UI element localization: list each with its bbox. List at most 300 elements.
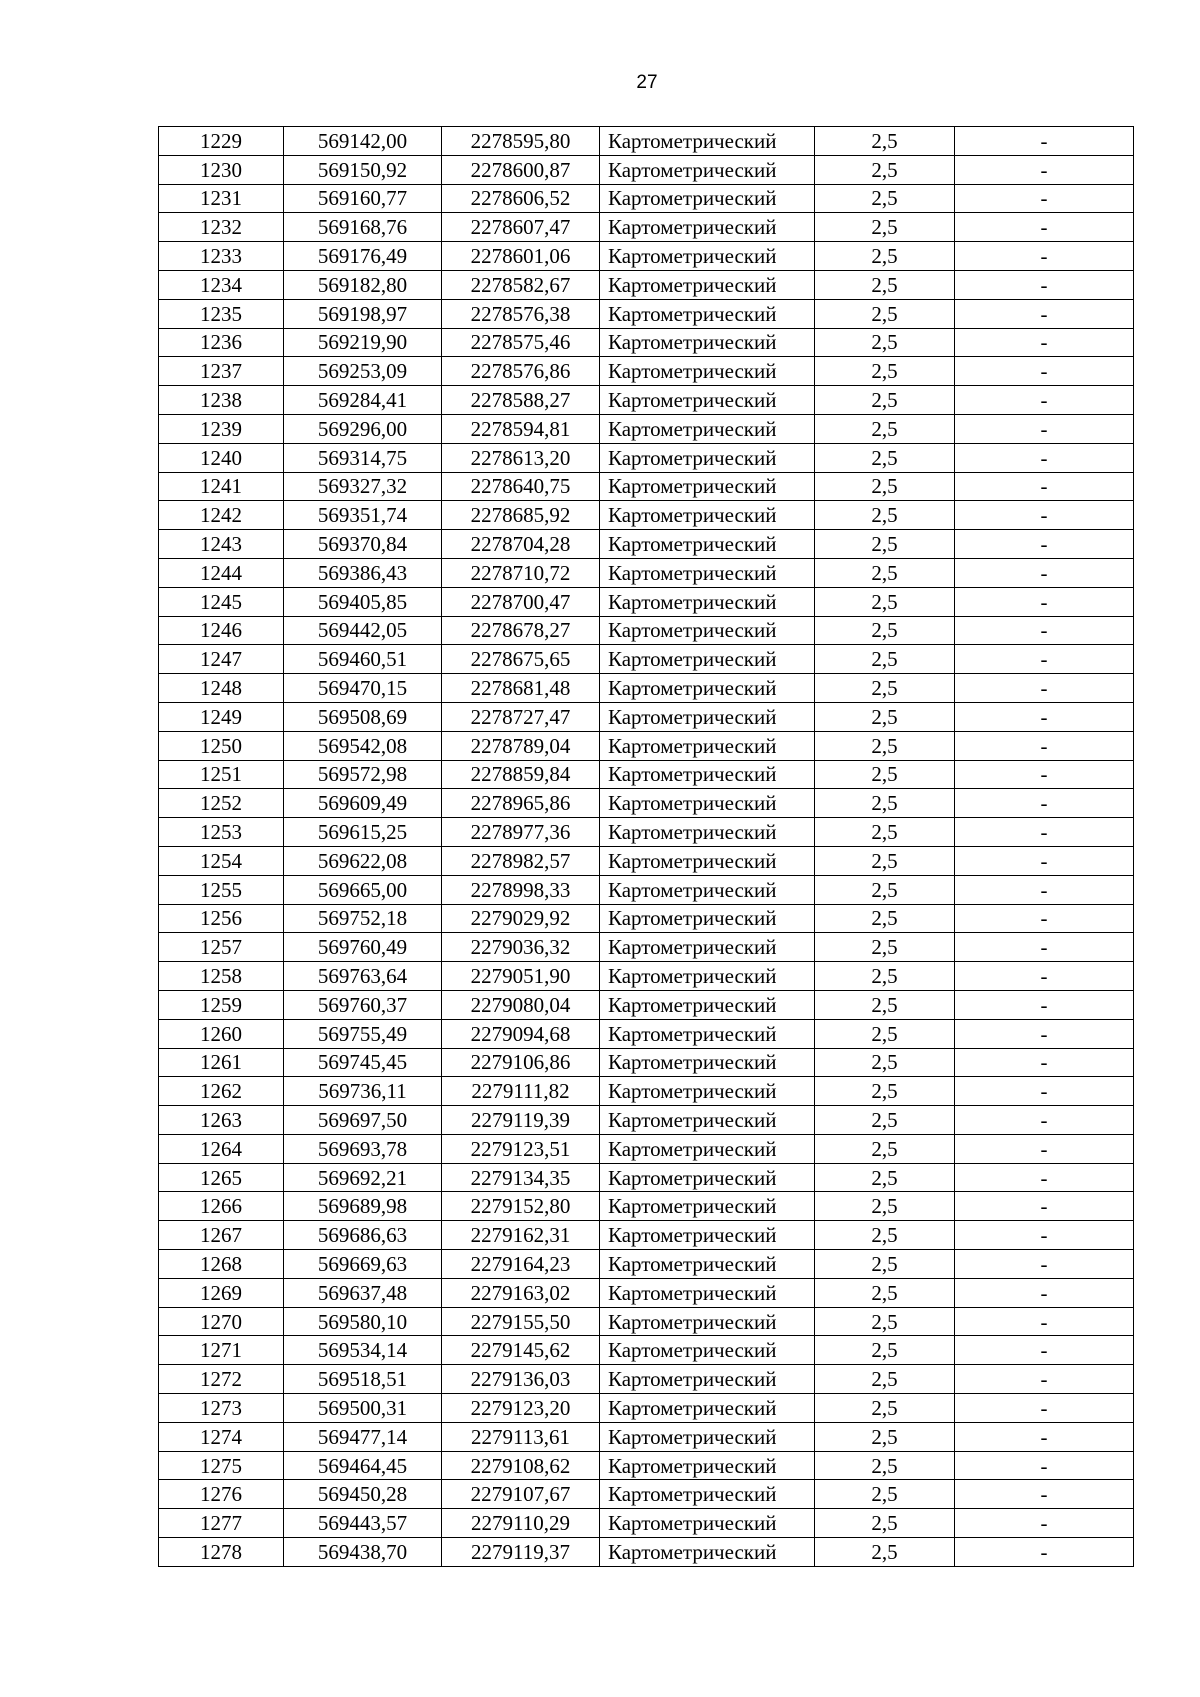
cell-method: Картометрический: [600, 789, 815, 818]
cell-coordinate-y: 2278965,86: [442, 789, 600, 818]
table-row: [159, 962, 1134, 991]
cell-method: Картометрический: [600, 904, 815, 933]
cell-point-number: 1241: [159, 472, 284, 501]
cell-coordinate-y: 2279107,67: [442, 1480, 600, 1509]
cell-accuracy: 2,5: [815, 875, 955, 904]
cell-accuracy: 2,5: [815, 818, 955, 847]
cell-coordinate-x: 569637,48: [284, 1278, 442, 1307]
cell-method: Картометрический: [600, 155, 815, 184]
cell-method: Картометрический: [600, 184, 815, 213]
table-row: [159, 530, 1134, 559]
cell-coordinate-y: 2279094,68: [442, 1019, 600, 1048]
cell-note: -: [955, 270, 1134, 299]
cell-note: -: [955, 587, 1134, 616]
table-row: [159, 616, 1134, 645]
cell-coordinate-x: 569450,28: [284, 1480, 442, 1509]
cell-coordinate-x: 569219,90: [284, 328, 442, 357]
cell-coordinate-x: 569580,10: [284, 1307, 442, 1336]
cell-coordinate-y: 2279162,31: [442, 1221, 600, 1250]
cell-note: -: [955, 501, 1134, 530]
cell-accuracy: 2,5: [815, 789, 955, 818]
cell-coordinate-x: 569370,84: [284, 530, 442, 559]
cell-coordinate-y: 2279029,92: [442, 904, 600, 933]
cell-note: -: [955, 299, 1134, 328]
cell-coordinate-x: 569609,49: [284, 789, 442, 818]
cell-accuracy: 2,5: [815, 1278, 955, 1307]
cell-point-number: 1268: [159, 1250, 284, 1279]
cell-coordinate-y: 2278595,80: [442, 127, 600, 156]
table-row: [159, 472, 1134, 501]
cell-method: Картометрический: [600, 1221, 815, 1250]
table-row: [159, 558, 1134, 587]
table-row: [159, 443, 1134, 472]
cell-point-number: 1272: [159, 1365, 284, 1394]
cell-coordinate-x: 569665,00: [284, 875, 442, 904]
cell-method: Картометрический: [600, 501, 815, 530]
cell-accuracy: 2,5: [815, 357, 955, 386]
table-row: [159, 789, 1134, 818]
table-row: [159, 155, 1134, 184]
cell-coordinate-x: 569160,77: [284, 184, 442, 213]
cell-note: -: [955, 818, 1134, 847]
cell-note: -: [955, 328, 1134, 357]
cell-accuracy: 2,5: [815, 558, 955, 587]
cell-accuracy: 2,5: [815, 155, 955, 184]
cell-method: Картометрический: [600, 587, 815, 616]
cell-coordinate-y: 2278998,33: [442, 875, 600, 904]
cell-coordinate-x: 569176,49: [284, 242, 442, 271]
cell-accuracy: 2,5: [815, 1451, 955, 1480]
cell-accuracy: 2,5: [815, 990, 955, 1019]
table-row: [159, 299, 1134, 328]
cell-coordinate-y: 2278594,81: [442, 414, 600, 443]
cell-method: Картометрический: [600, 1019, 815, 1048]
cell-coordinate-x: 569692,21: [284, 1163, 442, 1192]
cell-coordinate-x: 569405,85: [284, 587, 442, 616]
cell-method: Картометрический: [600, 558, 815, 587]
cell-point-number: 1251: [159, 760, 284, 789]
cell-method: Картометрический: [600, 645, 815, 674]
cell-accuracy: 2,5: [815, 270, 955, 299]
cell-method: Картометрический: [600, 1077, 815, 1106]
cell-note: -: [955, 1192, 1134, 1221]
cell-coordinate-y: 2279123,20: [442, 1394, 600, 1423]
cell-point-number: 1252: [159, 789, 284, 818]
cell-coordinate-x: 569686,63: [284, 1221, 442, 1250]
table-row: [159, 386, 1134, 415]
cell-coordinate-x: 569500,31: [284, 1394, 442, 1423]
cell-note: -: [955, 242, 1134, 271]
cell-point-number: 1249: [159, 702, 284, 731]
cell-coordinate-x: 569182,80: [284, 270, 442, 299]
cell-note: -: [955, 558, 1134, 587]
cell-point-number: 1265: [159, 1163, 284, 1192]
cell-accuracy: 2,5: [815, 242, 955, 271]
cell-coordinate-y: 2279111,82: [442, 1077, 600, 1106]
table-row: [159, 184, 1134, 213]
cell-point-number: 1246: [159, 616, 284, 645]
cell-coordinate-x: 569253,09: [284, 357, 442, 386]
cell-note: -: [955, 1077, 1134, 1106]
cell-note: -: [955, 1048, 1134, 1077]
cell-point-number: 1260: [159, 1019, 284, 1048]
cell-accuracy: 2,5: [815, 731, 955, 760]
table-row: [159, 357, 1134, 386]
cell-point-number: 1263: [159, 1106, 284, 1135]
table-row: [159, 990, 1134, 1019]
cell-method: Картометрический: [600, 1307, 815, 1336]
cell-method: Картометрический: [600, 386, 815, 415]
cell-coordinate-x: 569760,49: [284, 933, 442, 962]
cell-method: Картометрический: [600, 1336, 815, 1365]
cell-point-number: 1232: [159, 213, 284, 242]
cell-coordinate-y: 2278575,46: [442, 328, 600, 357]
cell-coordinate-x: 569464,45: [284, 1451, 442, 1480]
cell-coordinate-y: 2279113,61: [442, 1422, 600, 1451]
cell-coordinate-y: 2279134,35: [442, 1163, 600, 1192]
cell-note: -: [955, 414, 1134, 443]
cell-coordinate-x: 569693,78: [284, 1134, 442, 1163]
cell-method: Картометрический: [600, 328, 815, 357]
cell-note: -: [955, 1307, 1134, 1336]
cell-accuracy: 2,5: [815, 472, 955, 501]
table-row: [159, 127, 1134, 156]
cell-accuracy: 2,5: [815, 1077, 955, 1106]
cell-coordinate-y: 2279155,50: [442, 1307, 600, 1336]
table-row: [159, 702, 1134, 731]
cell-coordinate-x: 569689,98: [284, 1192, 442, 1221]
cell-note: -: [955, 1394, 1134, 1423]
cell-note: -: [955, 155, 1134, 184]
cell-coordinate-x: 569443,57: [284, 1509, 442, 1538]
cell-accuracy: 2,5: [815, 386, 955, 415]
table-row: [159, 1192, 1134, 1221]
cell-note: -: [955, 1163, 1134, 1192]
cell-method: Картометрический: [600, 875, 815, 904]
cell-note: -: [955, 933, 1134, 962]
cell-method: Картометрический: [600, 1278, 815, 1307]
cell-coordinate-y: 2278582,67: [442, 270, 600, 299]
cell-coordinate-y: 2278613,20: [442, 443, 600, 472]
cell-coordinate-y: 2278685,92: [442, 501, 600, 530]
cell-method: Картометрический: [600, 1509, 815, 1538]
cell-coordinate-x: 569351,74: [284, 501, 442, 530]
cell-point-number: 1270: [159, 1307, 284, 1336]
cell-method: Картометрический: [600, 1163, 815, 1192]
cell-note: -: [955, 386, 1134, 415]
page-number: 27: [636, 72, 658, 93]
cell-accuracy: 2,5: [815, 1538, 955, 1567]
cell-coordinate-x: 569508,69: [284, 702, 442, 731]
table-row: [159, 933, 1134, 962]
cell-coordinate-y: 2279145,62: [442, 1336, 600, 1365]
cell-method: Картометрический: [600, 616, 815, 645]
cell-method: Картометрический: [600, 213, 815, 242]
table-row: [159, 1307, 1134, 1336]
cell-coordinate-y: 2279164,23: [442, 1250, 600, 1279]
cell-accuracy: 2,5: [815, 1336, 955, 1365]
cell-accuracy: 2,5: [815, 846, 955, 875]
cell-point-number: 1250: [159, 731, 284, 760]
cell-coordinate-y: 2278681,48: [442, 674, 600, 703]
cell-accuracy: 2,5: [815, 1134, 955, 1163]
cell-point-number: 1266: [159, 1192, 284, 1221]
cell-coordinate-y: 2278678,27: [442, 616, 600, 645]
table-row: [159, 414, 1134, 443]
table-row: [159, 645, 1134, 674]
table-body: [159, 127, 1134, 1567]
cell-method: Картометрический: [600, 414, 815, 443]
cell-point-number: 1242: [159, 501, 284, 530]
cell-coordinate-y: 2278576,86: [442, 357, 600, 386]
cell-coordinate-x: 569168,76: [284, 213, 442, 242]
cell-coordinate-y: 2278859,84: [442, 760, 600, 789]
cell-note: -: [955, 702, 1134, 731]
table-row: [159, 1509, 1134, 1538]
cell-coordinate-y: 2278727,47: [442, 702, 600, 731]
cell-point-number: 1254: [159, 846, 284, 875]
cell-point-number: 1247: [159, 645, 284, 674]
table-row: [159, 328, 1134, 357]
cell-note: -: [955, 1365, 1134, 1394]
cell-coordinate-x: 569150,92: [284, 155, 442, 184]
cell-coordinate-y: 2278704,28: [442, 530, 600, 559]
cell-coordinate-x: 569438,70: [284, 1538, 442, 1567]
cell-method: Картометрический: [600, 674, 815, 703]
cell-method: Картометрический: [600, 731, 815, 760]
cell-note: -: [955, 1106, 1134, 1135]
cell-note: -: [955, 1422, 1134, 1451]
cell-accuracy: 2,5: [815, 587, 955, 616]
cell-point-number: 1271: [159, 1336, 284, 1365]
cell-accuracy: 2,5: [815, 1192, 955, 1221]
cell-point-number: 1243: [159, 530, 284, 559]
cell-accuracy: 2,5: [815, 1163, 955, 1192]
cell-point-number: 1264: [159, 1134, 284, 1163]
cell-accuracy: 2,5: [815, 1106, 955, 1135]
cell-point-number: 1235: [159, 299, 284, 328]
cell-accuracy: 2,5: [815, 1480, 955, 1509]
cell-coordinate-x: 569622,08: [284, 846, 442, 875]
table-row: [159, 1163, 1134, 1192]
table-row: [159, 1106, 1134, 1135]
cell-method: Картометрический: [600, 760, 815, 789]
cell-point-number: 1278: [159, 1538, 284, 1567]
cell-note: -: [955, 760, 1134, 789]
cell-point-number: 1237: [159, 357, 284, 386]
cell-point-number: 1238: [159, 386, 284, 415]
cell-note: -: [955, 731, 1134, 760]
table-row: [159, 760, 1134, 789]
cell-accuracy: 2,5: [815, 760, 955, 789]
cell-point-number: 1230: [159, 155, 284, 184]
cell-coordinate-y: 2278789,04: [442, 731, 600, 760]
cell-note: -: [955, 472, 1134, 501]
cell-note: -: [955, 213, 1134, 242]
cell-note: -: [955, 789, 1134, 818]
cell-note: -: [955, 962, 1134, 991]
cell-method: Картометрический: [600, 1394, 815, 1423]
cell-method: Картометрический: [600, 530, 815, 559]
cell-point-number: 1257: [159, 933, 284, 962]
cell-note: -: [955, 990, 1134, 1019]
table-row: [159, 846, 1134, 875]
cell-point-number: 1240: [159, 443, 284, 472]
cell-coordinate-y: 2279123,51: [442, 1134, 600, 1163]
cell-note: -: [955, 530, 1134, 559]
cell-point-number: 1231: [159, 184, 284, 213]
cell-coordinate-x: 569736,11: [284, 1077, 442, 1106]
cell-method: Картометрический: [600, 1480, 815, 1509]
cell-coordinate-x: 569460,51: [284, 645, 442, 674]
cell-point-number: 1229: [159, 127, 284, 156]
cell-point-number: 1262: [159, 1077, 284, 1106]
cell-method: Картометрический: [600, 1192, 815, 1221]
cell-note: -: [955, 1250, 1134, 1279]
cell-point-number: 1276: [159, 1480, 284, 1509]
cell-accuracy: 2,5: [815, 328, 955, 357]
cell-coordinate-y: 2279152,80: [442, 1192, 600, 1221]
cell-coordinate-y: 2279136,03: [442, 1365, 600, 1394]
cell-note: -: [955, 127, 1134, 156]
cell-method: Картометрический: [600, 1250, 815, 1279]
cell-accuracy: 2,5: [815, 530, 955, 559]
cell-point-number: 1236: [159, 328, 284, 357]
cell-coordinate-x: 569534,14: [284, 1336, 442, 1365]
cell-coordinate-x: 569477,14: [284, 1422, 442, 1451]
cell-note: -: [955, 846, 1134, 875]
cell-coordinate-x: 569442,05: [284, 616, 442, 645]
cell-accuracy: 2,5: [815, 1394, 955, 1423]
cell-point-number: 1248: [159, 674, 284, 703]
cell-note: -: [955, 1278, 1134, 1307]
cell-point-number: 1245: [159, 587, 284, 616]
cell-point-number: 1253: [159, 818, 284, 847]
table-row: [159, 1538, 1134, 1567]
cell-coordinate-y: 2279106,86: [442, 1048, 600, 1077]
cell-point-number: 1234: [159, 270, 284, 299]
cell-method: Картометрический: [600, 270, 815, 299]
table-row: [159, 1278, 1134, 1307]
cell-method: Картометрический: [600, 1106, 815, 1135]
cell-point-number: 1273: [159, 1394, 284, 1423]
table-row: [159, 731, 1134, 760]
cell-point-number: 1269: [159, 1278, 284, 1307]
cell-coordinate-y: 2278977,36: [442, 818, 600, 847]
cell-coordinate-y: 2278700,47: [442, 587, 600, 616]
cell-method: Картометрический: [600, 818, 815, 847]
table-row: [159, 270, 1134, 299]
cell-point-number: 1256: [159, 904, 284, 933]
cell-coordinate-y: 2278675,65: [442, 645, 600, 674]
cell-coordinate-y: 2278710,72: [442, 558, 600, 587]
cell-coordinate-y: 2278606,52: [442, 184, 600, 213]
cell-method: Картометрический: [600, 242, 815, 271]
cell-point-number: 1259: [159, 990, 284, 1019]
cell-coordinate-x: 569542,08: [284, 731, 442, 760]
table-row: [159, 875, 1134, 904]
table-row: [159, 1250, 1134, 1279]
cell-method: Картометрический: [600, 962, 815, 991]
cell-accuracy: 2,5: [815, 184, 955, 213]
cell-coordinate-x: 569386,43: [284, 558, 442, 587]
cell-note: -: [955, 674, 1134, 703]
cell-accuracy: 2,5: [815, 501, 955, 530]
cell-accuracy: 2,5: [815, 702, 955, 731]
table-row: [159, 1048, 1134, 1077]
table-row: [159, 1480, 1134, 1509]
cell-point-number: 1233: [159, 242, 284, 271]
cell-note: -: [955, 904, 1134, 933]
cell-coordinate-x: 569198,97: [284, 299, 442, 328]
cell-method: Картометрический: [600, 357, 815, 386]
cell-coordinate-x: 569327,32: [284, 472, 442, 501]
cell-method: Картометрический: [600, 1538, 815, 1567]
table-row: [159, 904, 1134, 933]
cell-note: -: [955, 1538, 1134, 1567]
cell-method: Картометрический: [600, 127, 815, 156]
cell-coordinate-y: 2278982,57: [442, 846, 600, 875]
cell-coordinate-x: 569669,63: [284, 1250, 442, 1279]
table-row: [159, 501, 1134, 530]
cell-method: Картометрический: [600, 1134, 815, 1163]
table-row: [159, 1134, 1134, 1163]
cell-point-number: 1239: [159, 414, 284, 443]
cell-coordinate-x: 569284,41: [284, 386, 442, 415]
cell-coordinate-x: 569314,75: [284, 443, 442, 472]
cell-coordinate-y: 2278576,38: [442, 299, 600, 328]
cell-method: Картометрический: [600, 1048, 815, 1077]
cell-accuracy: 2,5: [815, 645, 955, 674]
table-row: [159, 818, 1134, 847]
cell-note: -: [955, 357, 1134, 386]
cell-accuracy: 2,5: [815, 1250, 955, 1279]
cell-coordinate-x: 569763,64: [284, 962, 442, 991]
cell-coordinate-x: 569296,00: [284, 414, 442, 443]
cell-point-number: 1274: [159, 1422, 284, 1451]
cell-accuracy: 2,5: [815, 414, 955, 443]
cell-accuracy: 2,5: [815, 1509, 955, 1538]
cell-point-number: 1258: [159, 962, 284, 991]
cell-note: -: [955, 1221, 1134, 1250]
table-row: [159, 1394, 1134, 1423]
cell-method: Картометрический: [600, 933, 815, 962]
cell-coordinate-y: 2279051,90: [442, 962, 600, 991]
cell-accuracy: 2,5: [815, 1019, 955, 1048]
cell-coordinate-x: 569697,50: [284, 1106, 442, 1135]
cell-coordinate-y: 2279110,29: [442, 1509, 600, 1538]
cell-accuracy: 2,5: [815, 443, 955, 472]
cell-coordinate-x: 569518,51: [284, 1365, 442, 1394]
cell-point-number: 1255: [159, 875, 284, 904]
cell-accuracy: 2,5: [815, 933, 955, 962]
coordinates-table: [158, 126, 1134, 1567]
cell-point-number: 1261: [159, 1048, 284, 1077]
cell-accuracy: 2,5: [815, 962, 955, 991]
cell-method: Картометрический: [600, 990, 815, 1019]
cell-coordinate-y: 2278600,87: [442, 155, 600, 184]
cell-coordinate-x: 569755,49: [284, 1019, 442, 1048]
table-row: [159, 1077, 1134, 1106]
cell-note: -: [955, 616, 1134, 645]
table-row: [159, 1365, 1134, 1394]
cell-coordinate-y: 2279036,32: [442, 933, 600, 962]
cell-accuracy: 2,5: [815, 1048, 955, 1077]
cell-coordinate-x: 569760,37: [284, 990, 442, 1019]
cell-note: -: [955, 1134, 1134, 1163]
cell-coordinate-y: 2278601,06: [442, 242, 600, 271]
cell-method: Картометрический: [600, 846, 815, 875]
